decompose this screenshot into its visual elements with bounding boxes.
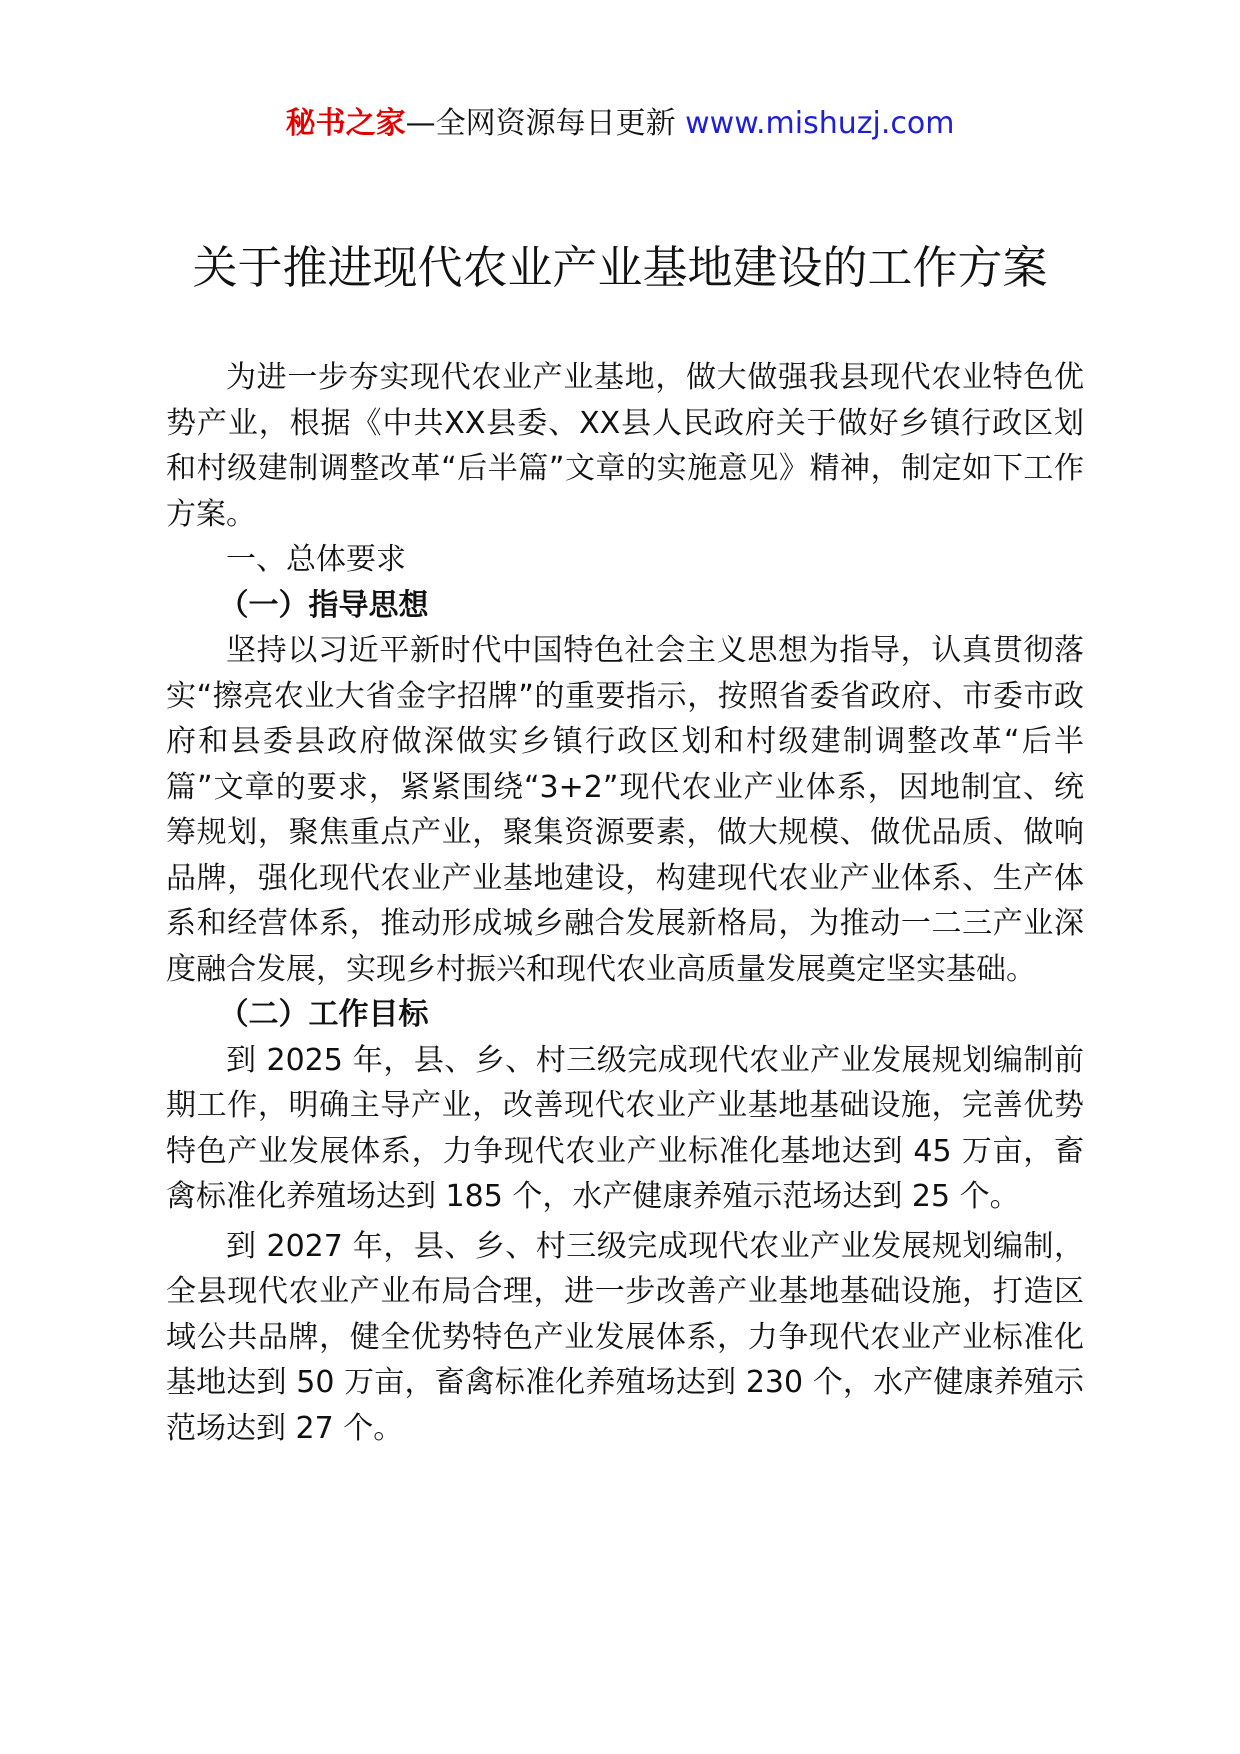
- brand-name: 秘书之家: [285, 106, 406, 141]
- site-header: [0, 98, 1240, 150]
- goal-2025-paragraph: 到 2025 年，县、乡、村三级完成现代农业产业发展规划编制前期工作，明确主导产业，改善现代农业产业基地基础设施，完善优势特色产业发展体系，力争现代农业产业标准化基地达到 45 万亩，畜禽标准化养殖场达到 185 个，水产健康养殖示范场达到 25 个。: [166, 1042, 1084, 1214]
- site-url-link[interactable]: www.mishuzj.com: [685, 106, 955, 141]
- document-body: [166, 355, 1084, 1451]
- subheading-guiding-ideology: （一）指导思想: [218, 587, 429, 623]
- document-title: 关于推进现代农业产业基地建设的工作方案: [192, 241, 1048, 294]
- guiding-ideology-paragraph: 坚持以习近平新时代中国特色社会主义思想为指导，认真贯彻落实“擦亮农业大省金字招牌”的重要指示，按照省委省政府、市委市政府和县委县政府做深做实乡镇行政区划和村级建制调整改革“后半篇”文章的要求，紧紧围绕“3+2”现代农业产业体系，因地制宜、统筹规划，聚焦重点产业，聚集资源要素，做大规模、做优品质、做响品牌，强化现代农业产业基地建设，构建现代农业产业体系、生产体系和经营体系，推动形成城乡融合发展新格局，为推动一二三产业深度融合发展，实现乡村振兴和现代农业高质量发展奠定坚实基础。: [166, 633, 1084, 987]
- header-tagline: —全网资源每日更新: [405, 106, 676, 141]
- intro-paragraph: 为进一步夯实现代农业产业基地，做大做强我县现代农业特色优势产业，根据《中共XX县委、XX县人民政府关于做好乡镇行政区划和村级建制调整改革“后半篇”文章的实施意见》精神，制定如下工作方案。: [166, 360, 1084, 532]
- goal-2027-paragraph: 到 2027 年，县、乡、村三级完成现代农业产业发展规划编制，全县现代农业产业布局合理，进一步改善产业基地基础设施，打造区域公共品牌，健全优势特色产业发展体系，力争现代农业产业标准化基地达到 50 万亩，畜禽标准化养殖场达到 230 个，水产健康养殖示范场达到 27 个。: [166, 1228, 1084, 1446]
- subheading-work-goals: （二）工作目标: [218, 997, 429, 1032]
- section-heading-overall-requirements: 一、总体要求: [226, 542, 406, 577]
